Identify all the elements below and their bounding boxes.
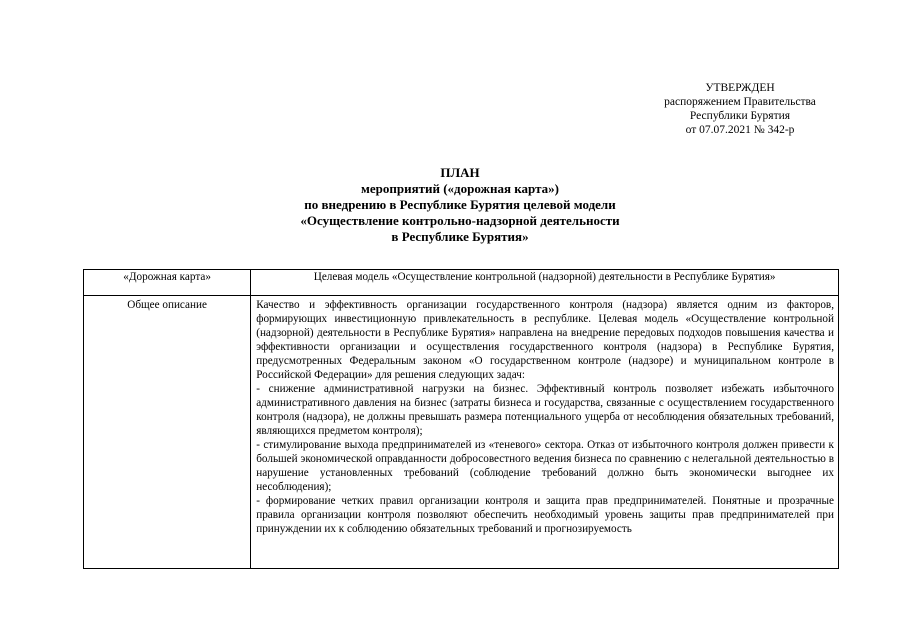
table-header-row (84, 270, 839, 296)
paragraph-item-3: - формирование четких правил организации контроля и защита прав предпринимателей. Понятные и прозрачные правила организации контроля позволяют обеспечить необходимый уровень защиты прав предпринимателей при принуждении их к соблюдению обязательных требований и прогнозируемость (256, 495, 834, 535)
approval-line-decree: распоряжением Правительства (664, 96, 816, 108)
row-content (251, 296, 839, 569)
table-row (84, 296, 839, 569)
title-line-4: «Осуществление контрольно-надзорной деятельности (300, 213, 620, 228)
paragraph-item-1: - снижение административной нагрузки на бизнес. Эффективный контроль позволяет избежать избыточного административного давления на бизнес (затраты бизнеса и государства, связанные с осуществлением государственного контроля (надзора), не должны превышать размера потенциального ущерба от несоблюдения обязательных требований, являющихся предметом контроля); (256, 383, 834, 437)
title-line-1: ПЛАН (440, 165, 480, 180)
plan-table (83, 269, 839, 569)
content-text (256, 298, 834, 568)
header-cell-roadmap: «Дорожная карта» (84, 270, 251, 296)
approval-block (640, 81, 840, 137)
paragraph-intro: Качество и эффективность организации государственного контроля (надзора) является одним из факторов, формирующих инвестиционную привлекательность в республике. Целевая модель «Осуществление контрольной (надзорной) деятельности в Республике Бурятия» направлена на внедрение передовых подходов повышения качества и эффективности организации и осуществления государственного контроля (надзора) в Республике Бурятия, предусмотренных Федеральным законом «О государственном контроле (надзоре) и муниципальном контроле в Российской Федерации» для решения следующих задач: (256, 299, 834, 381)
paragraph-item-2: - стимулирование выхода предпринимателей из «теневого» сектора. Отказ от избыточного контроля должен привести к большей экономической оправданности добросовестного ведения бизнеса по сравнению с нелегальной деятельностью в нарушение установленных требований (соблюдение требований должно быть экономически выгоднее их несоблюдения); (256, 439, 834, 493)
row-label-general-description: Общее описание (84, 296, 251, 569)
approval-date-number: от 07.07.2021 № 342-р (685, 124, 795, 136)
title-line-2: мероприятий («дорожная карта») (361, 181, 559, 196)
title-line-3: по внедрению в Республике Бурятия целевой модели (304, 197, 616, 212)
title-line-5: в Республике Бурятия» (391, 229, 529, 244)
header-cell-target-model: Целевая модель «Осуществление контрольной (надзорной) деятельности в Республике Бурятия» (251, 270, 839, 296)
approval-status: УТВЕРЖДЕН (705, 82, 775, 94)
document-title (200, 165, 720, 245)
approval-line-republic: Республики Бурятия (689, 110, 791, 122)
